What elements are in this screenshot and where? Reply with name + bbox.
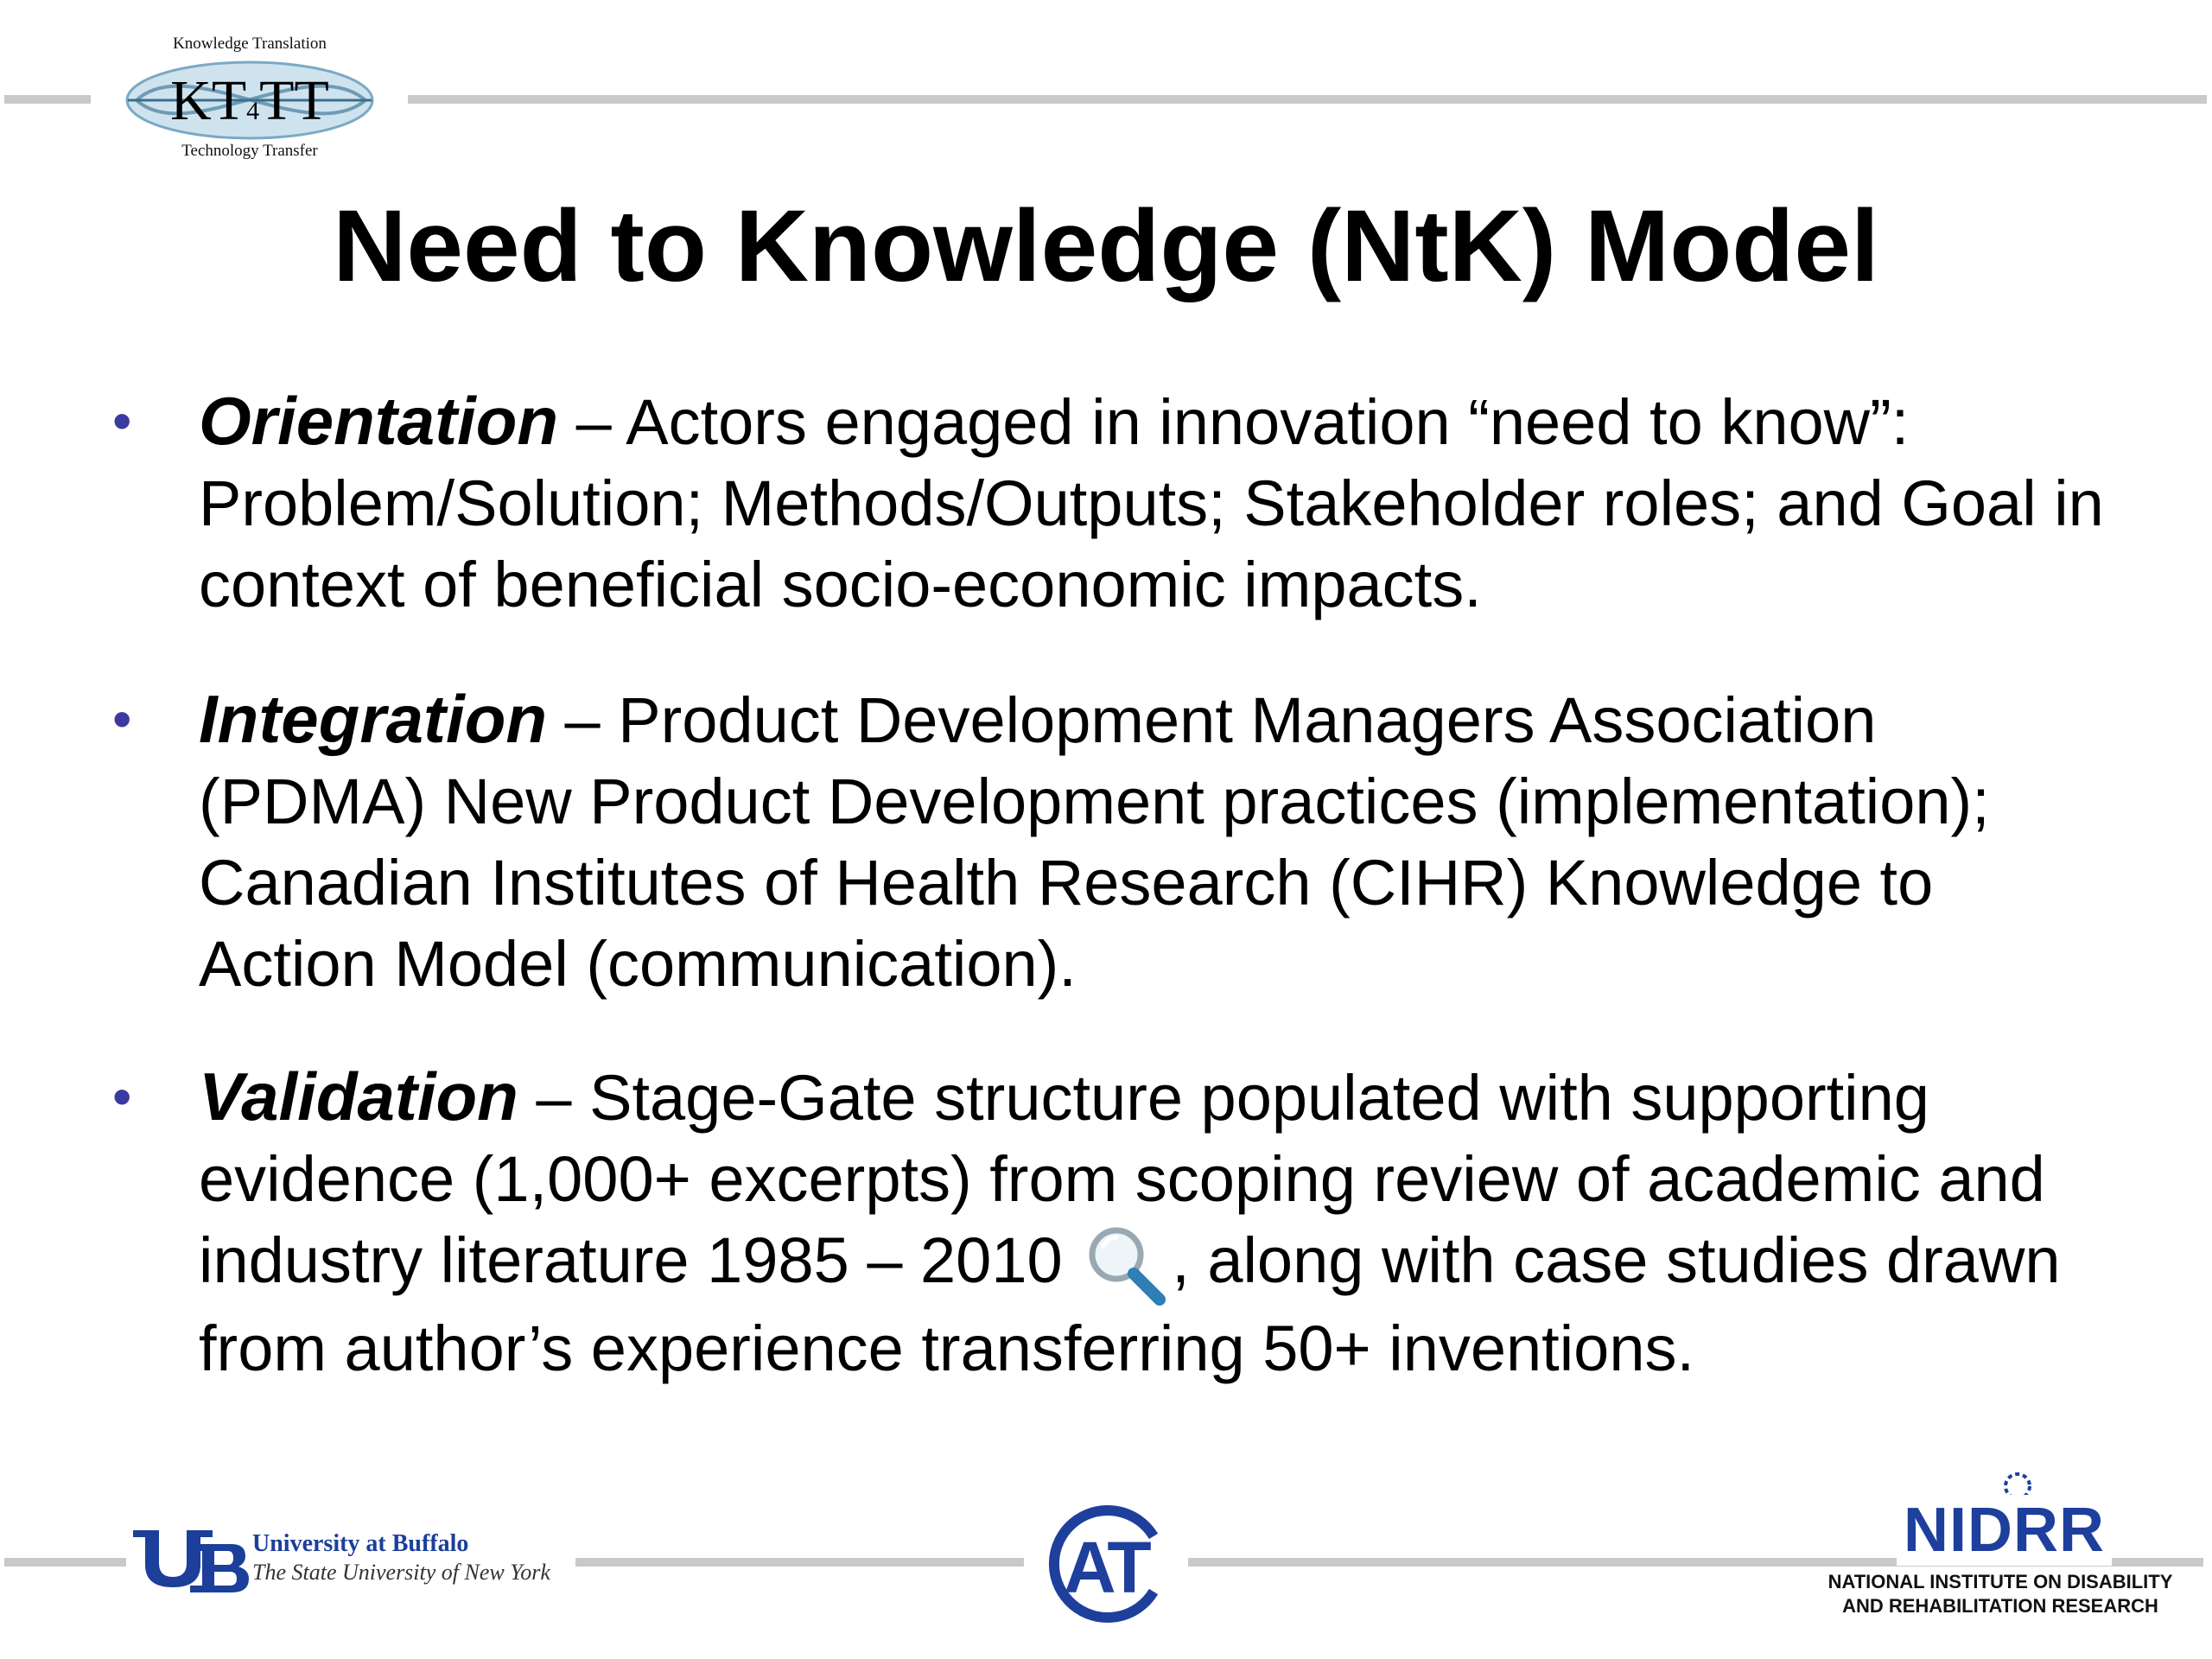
cat-logo [1024, 1503, 1188, 1624]
kt4tt-letters: KT4TT [170, 69, 329, 132]
term-description: – Stage-Gate structure populated with supporting evidence (1,000+ excerpts) from scoping review of academic and industry literature 1985 – 2010 [199, 1062, 2045, 1296]
bullet-marker: • [112, 1065, 132, 1128]
term-description-cont: , along with case studies drawn from author’s experience transferring 50+ inventions. [199, 1224, 2061, 1385]
kt4tt-logo [119, 35, 380, 164]
kt4tt-top-caption: Knowledge Translation [173, 35, 327, 53]
ub-name: University at Buffalo [252, 1530, 469, 1557]
list-item-text [199, 1056, 2117, 1389]
term-label: Validation [199, 1058, 518, 1135]
ub-logo [126, 1525, 575, 1594]
ub-subtitle: The State University of New York [252, 1560, 550, 1585]
magnifier-icon[interactable] [1084, 1222, 1168, 1308]
nidrr-line2: AND REHABILITATION RESEARCH [1842, 1595, 2158, 1617]
list-item-text [199, 380, 2117, 626]
bullet-marker: • [112, 688, 132, 750]
term-label: Integration [199, 681, 547, 757]
nidrr-name: NIDRR [1897, 1495, 2112, 1566]
term-label: Orientation [199, 383, 559, 459]
term-description: – Actors engaged in innovation “need to know”: Problem/Solution; Methods/Outputs; Stakeholder roles; and Goal in context of beneficial socio-economic impacts. [199, 386, 2104, 620]
header-rule-right [408, 95, 2207, 104]
list-item-text [199, 678, 2117, 1005]
nidrr-line1: NATIONAL INSTITUTE ON DISABILITY [1827, 1571, 2173, 1592]
header-rule-left [4, 95, 91, 104]
term-description: – Product Development Managers Association (PDMA) New Product Development practices (implementation); Canadian Institutes of Health Research (CIHR) Knowledge to Action Model (communication). [199, 684, 1990, 1000]
cat-letters: AT [1064, 1527, 1148, 1608]
bullet-marker: • [112, 390, 132, 452]
nidrr-logo [1815, 1469, 2186, 1624]
ub-emblem-icon [130, 1525, 251, 1594]
page-title: Need to Knowledge (NtK) Model [333, 189, 1879, 303]
kt4tt-bottom-caption: Technology Transfer [181, 142, 318, 160]
